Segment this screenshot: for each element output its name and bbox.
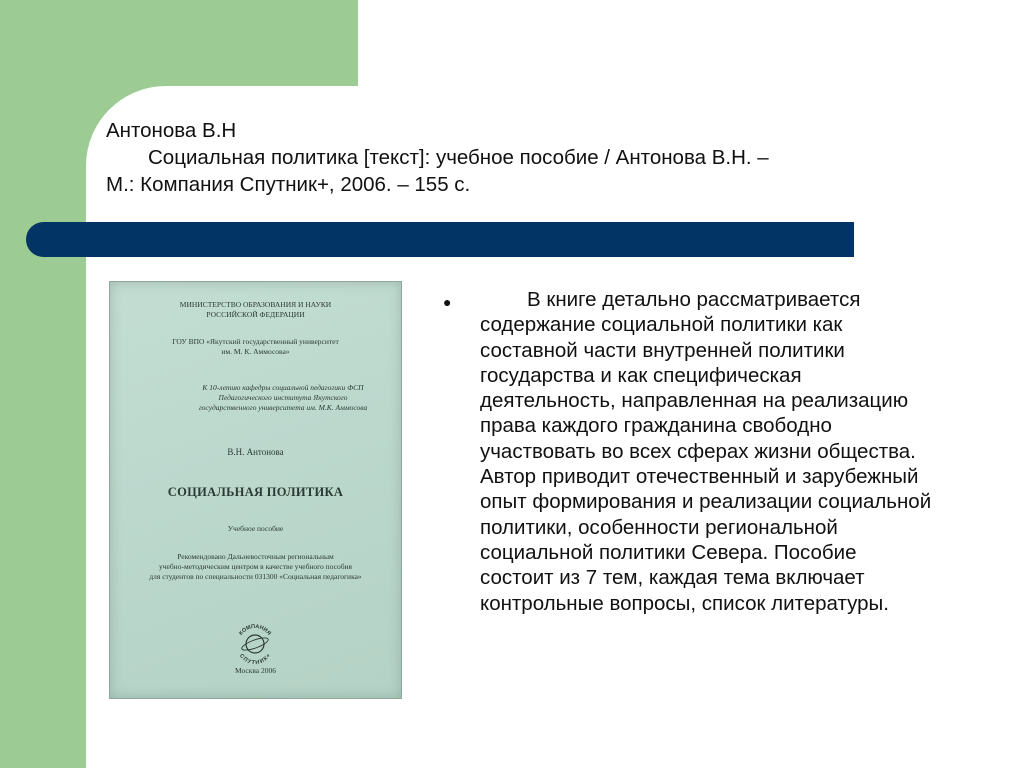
book-university-line: ГОУ ВПО «Якутский государственный университет [172, 337, 339, 346]
book-title: СОЦИАЛЬНАЯ ПОЛИТИКА [167, 485, 344, 499]
citation-publisher: М.: Компания Спутник+, 2006. – 155 с. [106, 173, 471, 196]
description-line: социальной политики Севера. Пособие [480, 540, 857, 564]
decor-green-top [86, 0, 358, 86]
citation-block [106, 117, 986, 198]
description-line: деятельность, направленная на реализацию [480, 389, 909, 413]
description-line: государства и как специфическая [480, 363, 802, 387]
decor-green-left [0, 0, 86, 768]
book-ministry-line: МИНИСТЕРСТВО ОБРАЗОВАНИЯ И НАУКИ [179, 300, 332, 309]
book-recommendation-line: Рекомендовано Дальневосточным региональным [177, 552, 334, 561]
book-university-line: им. М. К. Аммосова» [221, 347, 290, 356]
book-city-year: Москва 2006 [234, 666, 277, 675]
book-type: Учебное пособие [227, 524, 284, 533]
svg-text:КОМПАНИЯ: КОМПАНИЯ [238, 623, 272, 637]
description-line: Автор приводит отечественный и зарубежный [480, 465, 919, 489]
svg-text:СПУТНИК+: СПУТНИК+ [237, 652, 273, 667]
book-jubilee-line: государственного университета им. М.К. Аммосова [198, 403, 368, 412]
book-university [110, 337, 401, 357]
description-line: содержание социальной политики как [480, 313, 843, 337]
book-cover-image [109, 281, 402, 699]
book-ministry-line: РОССИЙСКОЙ ФЕДЕРАЦИИ [206, 310, 305, 319]
book-author: В.Н. Антонова [227, 447, 284, 457]
book-recommendation-line: учебно-методическим центром в качестве учебного пособия [159, 562, 352, 571]
book-ministry [110, 300, 401, 320]
description-line: права каждого гражданина свободно [480, 414, 832, 438]
book-recommendation-line: для студентов по специальности 031300 «Социальная педагогика» [149, 572, 362, 581]
citation-author: Антонова В.Н [106, 119, 237, 142]
book-recommendation [110, 552, 401, 582]
book-jubilee [183, 383, 383, 413]
book-jubilee-line: К 10-летию кафедры социальной педагогики ФСП [202, 383, 364, 392]
description-line: В книге детально рассматривается [527, 288, 861, 311]
description-line: состоит из 7 тем, каждая тема включает [480, 566, 865, 590]
decor-navy-bar [26, 222, 854, 257]
description-line: политики, особенности региональной [480, 515, 838, 539]
bullet-icon: ● [443, 294, 452, 310]
book-jubilee-line: Педагогического института Якутского [218, 393, 348, 402]
publisher-logo-icon [231, 620, 279, 668]
description-text [480, 287, 1020, 616]
description-line: контрольные вопросы, список литературы. [480, 591, 889, 615]
description-line: участвовать во всех сферах жизни общества. [480, 439, 916, 463]
citation-title: Социальная политика [текст]: учебное пособие / Антонова В.Н. – [148, 146, 769, 169]
description-line: опыт формирования и реализации социальной [480, 490, 932, 514]
description-line: составной части внутренней политики [480, 338, 845, 362]
